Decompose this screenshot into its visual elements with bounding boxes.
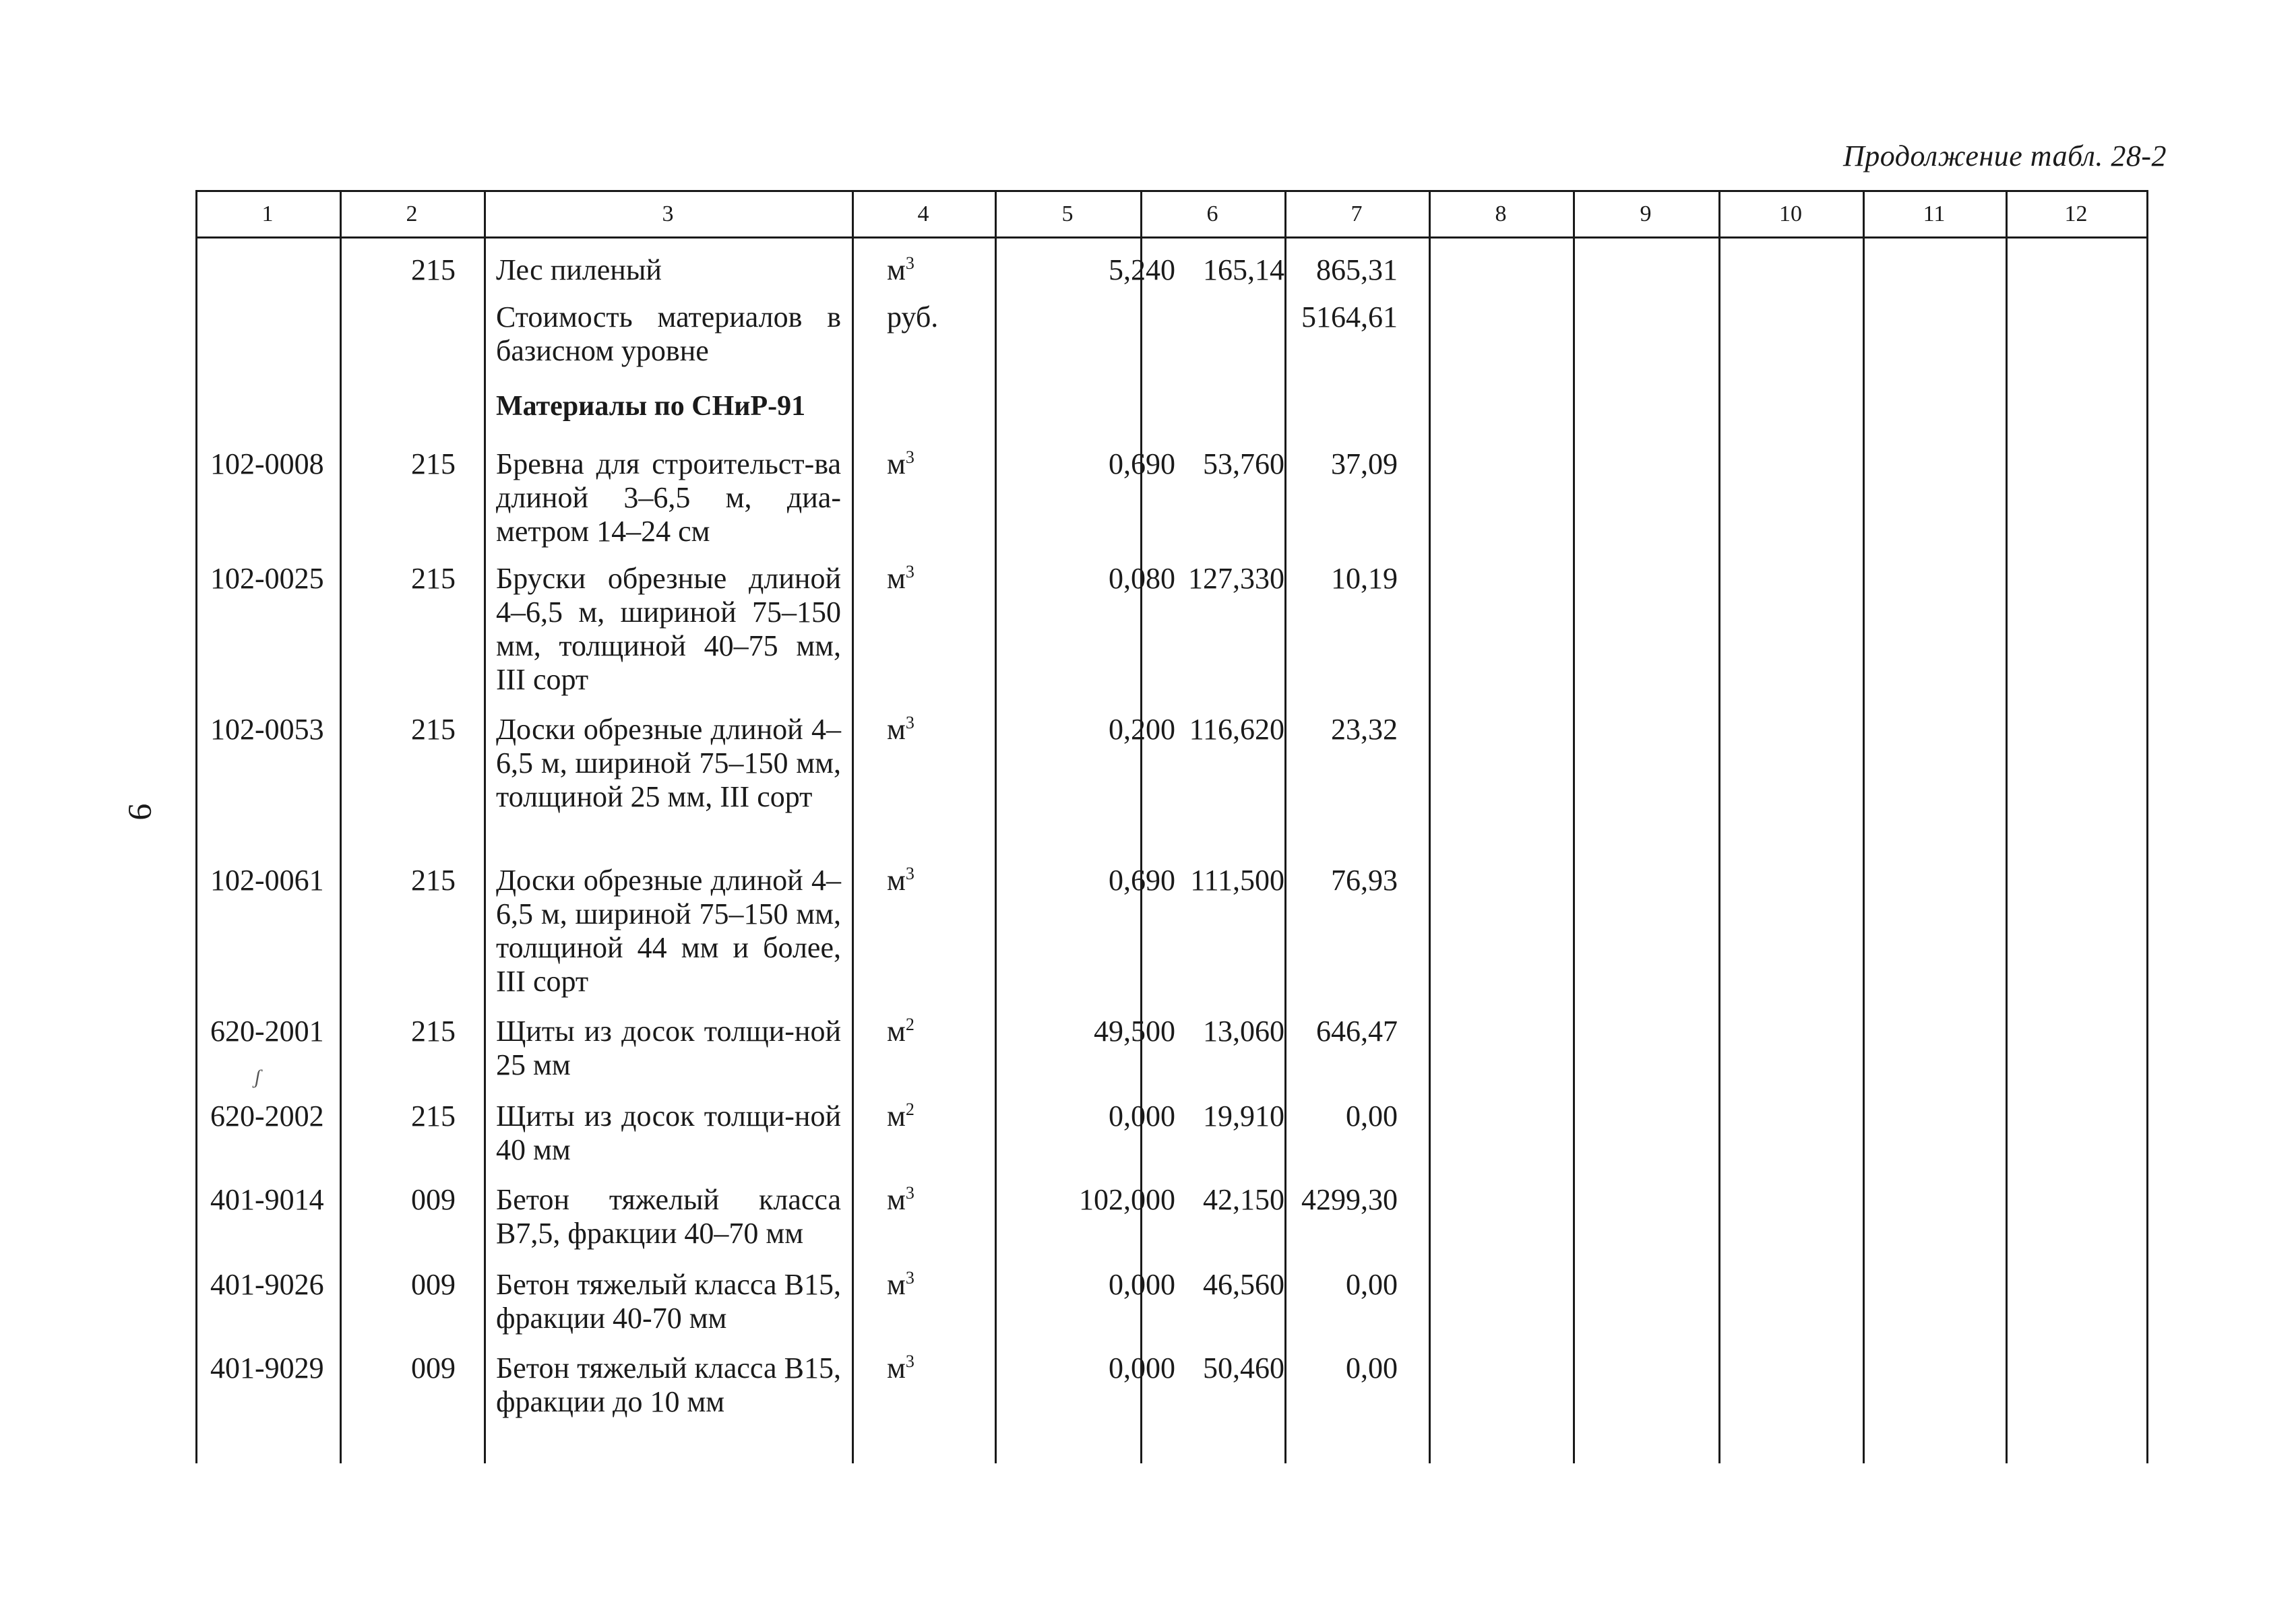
cell-price: 111,500: [1190, 864, 1284, 897]
column-header: 10: [1779, 201, 1802, 226]
cell-unit: $м^2$: [887, 1015, 914, 1048]
cell-cost: 37,09: [1331, 447, 1398, 480]
cell-group: 009: [411, 1183, 456, 1216]
cell-price: 46,560: [1203, 1268, 1284, 1301]
column-divider: [1573, 190, 1575, 1463]
column-header: 9: [1640, 201, 1652, 226]
cell-price: 53,760: [1203, 447, 1284, 480]
column-divider: [995, 190, 997, 1463]
cell-price: 42,150: [1203, 1183, 1284, 1216]
cell-group: 215: [411, 713, 456, 746]
cell-code: 401-9014: [210, 1183, 324, 1216]
cell-code: 620-2002: [210, 1100, 324, 1133]
cell-name: Щиты из досок толщи-ной 40 мм: [496, 1100, 841, 1166]
cell-quantity: 0,080: [1109, 562, 1175, 595]
cell-cost: 0,00: [1346, 1268, 1398, 1301]
cell-unit: $м^2$: [887, 1100, 914, 1133]
column-divider: [1429, 190, 1431, 1463]
column-header: 1: [261, 201, 274, 226]
cell-price: 50,460: [1203, 1352, 1284, 1385]
cell-code: 102-0053: [210, 713, 324, 746]
cell-quantity: 5,240: [1109, 253, 1175, 286]
cell-code: 401-9026: [210, 1268, 324, 1301]
cell-price: 13,060: [1203, 1015, 1284, 1048]
cell-group: 009: [411, 1352, 456, 1385]
cell-quantity: 0,000: [1109, 1352, 1175, 1385]
cell-group: 215: [411, 864, 456, 897]
cell-group: 215: [411, 447, 456, 480]
cell-group: 215: [411, 253, 456, 286]
cell-group: 215: [411, 1100, 456, 1133]
cell-quantity: 0,000: [1109, 1100, 1175, 1133]
cell-name: Лес пиленый: [496, 253, 662, 286]
cell-unit: $м^3$: [887, 562, 914, 595]
column-header: 7: [1351, 201, 1363, 226]
cell-unit: $м^3$: [887, 1352, 914, 1385]
cell-code: 102-0008: [210, 447, 324, 480]
cell-group: 215: [411, 1015, 456, 1048]
cell-name: Бетон тяжелый класса В7,5, фракции 40–70 мм: [496, 1183, 841, 1250]
cell-name: Щиты из досок толщи-ной 25 мм: [496, 1015, 841, 1081]
column-header: 3: [662, 201, 674, 226]
cell-price: 19,910: [1203, 1100, 1284, 1133]
cell-quantity: 49,500: [1094, 1015, 1175, 1048]
cell-price: 165,14: [1203, 253, 1284, 286]
page-number: 9: [121, 803, 160, 821]
cell-unit: $м^3$: [887, 253, 914, 286]
cell-quantity: 102,000: [1079, 1183, 1175, 1216]
cell-name: Доски обрезные длиной 4–6,5 м, шириной 75–150 мм, толщиной 25 мм, III сорт: [496, 713, 841, 813]
column-divider: [2146, 190, 2148, 1463]
cell-unit: $м^3$: [887, 713, 914, 746]
column-divider: [1718, 190, 1720, 1463]
column-divider: [1284, 190, 1286, 1463]
column-header: 5: [1061, 201, 1074, 226]
cell-cost: 76,93: [1331, 864, 1398, 897]
cell-name: Доски обрезные длиной 4–6,5 м, шириной 75–150 мм, толщиной 44 мм и более, III сорт: [496, 864, 841, 998]
cell-unit: $м^3$: [887, 447, 914, 480]
cell-cost: 865,31: [1316, 253, 1398, 286]
column-divider: [852, 190, 854, 1463]
cell-name: Бетон тяжелый класса В15, фракции 40-70 мм: [496, 1268, 841, 1335]
cell-quantity: 0,000: [1109, 1268, 1175, 1301]
column-divider: [195, 190, 197, 1463]
column-divider: [1863, 190, 1865, 1463]
cell-unit: $м^3$: [887, 864, 914, 897]
cell-code: 620-2001: [210, 1015, 324, 1048]
column-header: 6: [1206, 201, 1218, 226]
cell-group: 009: [411, 1268, 456, 1301]
cell-name: Бревна для строительст-ва длиной 3–6,5 м, диа-метром 14–24 см: [496, 447, 841, 548]
column-header: 4: [917, 201, 929, 226]
column-divider: [2006, 190, 2008, 1463]
cell-cost: 23,32: [1331, 713, 1398, 746]
cell-name: Бетон тяжелый класса В15, фракции до 10 мм: [496, 1352, 841, 1418]
cell-price: 127,330: [1188, 562, 1284, 595]
cell-quantity: 0,690: [1109, 447, 1175, 480]
header-bottom-border: [195, 236, 2148, 239]
column-divider: [484, 190, 486, 1463]
handwritten-mark: ʃ: [255, 1066, 261, 1088]
cell-unit: $м^3$: [887, 1183, 914, 1216]
cell-code: 102-0025: [210, 562, 324, 595]
column-header: 11: [1923, 201, 1946, 226]
section-heading: Материалы по СНиР-91: [496, 391, 806, 422]
cell-cost: 0,00: [1346, 1352, 1398, 1385]
cell-name: Бруски обрезные длиной 4–6,5 м, шириной 75–150 мм, толщиной 40–75 мм, III сорт: [496, 562, 841, 696]
cell-cost: 10,19: [1331, 562, 1398, 595]
cell-cost: 4299,30: [1301, 1183, 1398, 1216]
table-caption: Продолжение табл. 28-2: [1843, 139, 2167, 172]
cell-code: 401-9029: [210, 1352, 324, 1385]
cell-cost: 0,00: [1346, 1100, 1398, 1133]
cell-code: 102-0061: [210, 864, 324, 897]
cell-cost: 5164,61: [1301, 300, 1398, 333]
materials-table: [195, 190, 2148, 1463]
cell-name: Стоимость материалов в базисном уровне: [496, 300, 841, 367]
cell-unit: $м^3$: [887, 1268, 914, 1301]
column-header: 8: [1495, 201, 1507, 226]
cell-price: 116,620: [1189, 713, 1284, 746]
column-header: 12: [2064, 201, 2088, 226]
column-header: 2: [406, 201, 418, 226]
cell-unit: руб.: [887, 300, 939, 333]
cell-group: 215: [411, 562, 456, 595]
cell-cost: 646,47: [1316, 1015, 1398, 1048]
cell-quantity: 0,200: [1109, 713, 1175, 746]
cell-quantity: 0,690: [1109, 864, 1175, 897]
